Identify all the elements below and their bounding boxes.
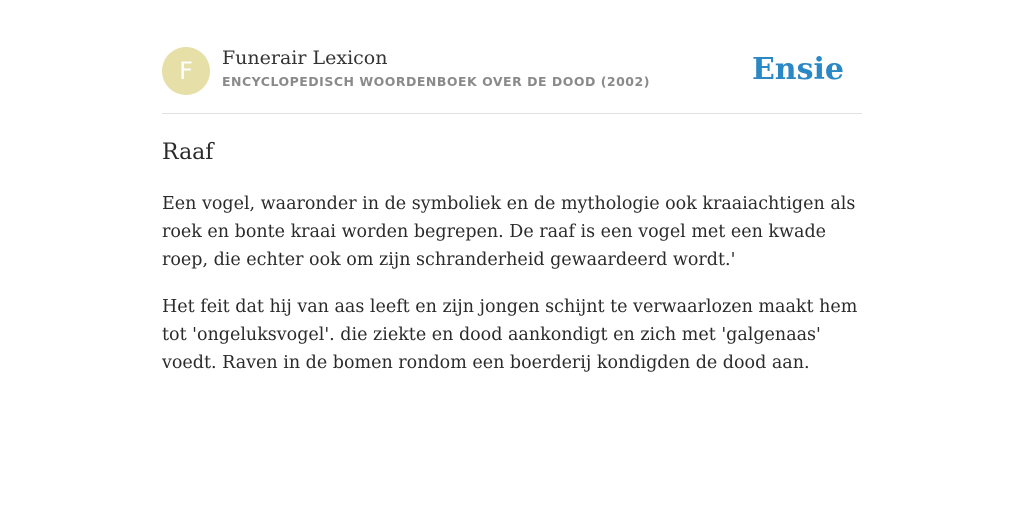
ensie-logo-link[interactable]: Ensie (751, 52, 844, 87)
lexicon-title-link[interactable]: Funerair Lexicon (222, 47, 388, 69)
lexicon-header (162, 46, 862, 96)
lexicon-title-block (222, 46, 650, 90)
entry-paragraph: Een vogel, waaronder in de symboliek en de mythologie ook kraaiachtigen als roek en bonte kraai worden begrepen. De raaf is een vogel met een kwade roep, die echter ook om zijn schranderheid gewaardeerd wordt.' (162, 194, 856, 270)
header-divider (162, 113, 862, 114)
entry-content (162, 138, 872, 377)
entry-paragraph: Het feit dat hij van aas leeft en zijn jongen schijnt te verwaarlozen maakt hem tot 'ongeluksvogel'. die ziekte en dood aankondigt en zich met 'galgenaas' voedt. Raven in de bomen rondom een boerderij kondigden de dood aan. (162, 297, 858, 373)
lexicon-avatar[interactable]: F (162, 47, 210, 95)
lexicon-subtitle: ENCYCLOPEDISCH WOORDENBOEK OVER DE DOOD (2002) (222, 74, 650, 89)
entry-title: Raaf (162, 140, 214, 165)
